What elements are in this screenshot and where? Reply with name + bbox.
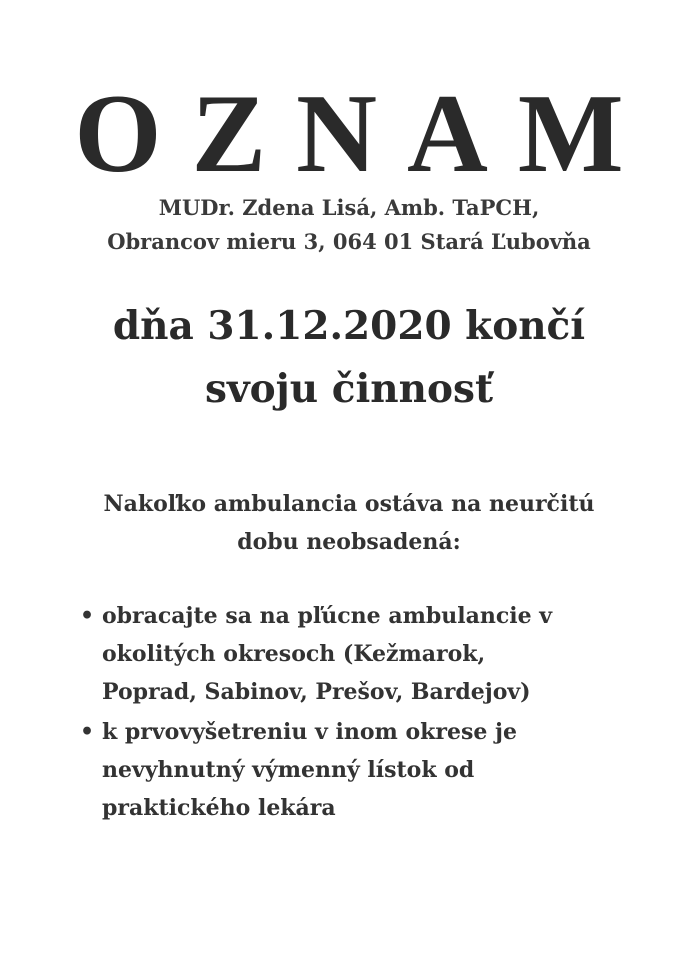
list-item-line: k prvovyšetreniu v inom okrese je <box>102 719 517 745</box>
list-item <box>74 597 674 711</box>
doctor-name-line: MUDr. Zdena Lisá, Amb. TaPCH, <box>158 195 540 220</box>
list-item-line: obracajte sa na pľúcne ambulancie v <box>102 603 553 629</box>
list-item-line: okolitých okresoch (Kežmarok, <box>102 641 486 667</box>
notice-title: OZNAM <box>74 72 654 196</box>
list-item-line: praktického lekára <box>102 795 336 821</box>
list-item-line: nevyhnutný výmenný lístok od <box>102 757 475 783</box>
list-item-line: Poprad, Sabinov, Prešov, Bardejov) <box>102 679 531 705</box>
closure-date-line: dňa 31.12.2020 končí <box>112 303 586 349</box>
address-line: Obrancov mieru 3, 064 01 Stará Ľubovňa <box>107 229 591 254</box>
instructions-list <box>74 597 674 829</box>
bullet-icon: • <box>80 603 95 629</box>
bullet-icon: • <box>80 719 95 745</box>
intro-line-2: dobu neobsadená: <box>237 529 461 555</box>
closure-activity-line: svoju činnosť <box>205 366 493 412</box>
list-item <box>74 713 674 827</box>
intro-line-1: Nakoľko ambulancia ostáva na neurčitú <box>103 491 595 517</box>
